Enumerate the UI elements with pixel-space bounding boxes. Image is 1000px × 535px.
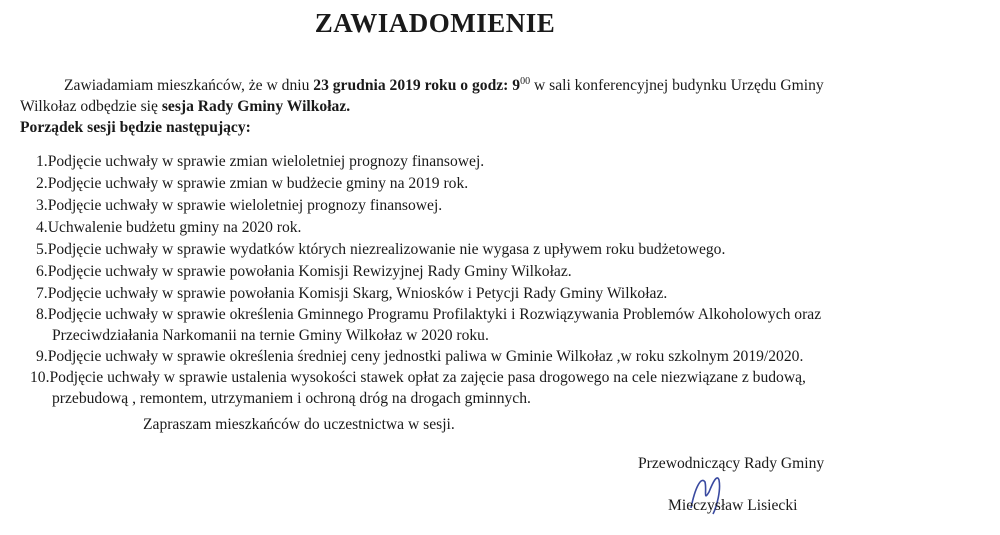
agenda-item: 1.Podjęcie uchwały w sprawie zmian wieloletniej prognozy finansowej.: [36, 153, 485, 170]
document-title: ZAWIADOMIENIE: [314, 8, 556, 38]
agenda-item: 6.Podjęcie uchwały w sprawie powołania Komisji Rewizyjnej Rady Gminy Wilkołaz.: [36, 263, 572, 280]
agenda-item: 7.Podjęcie uchwały w sprawie powołania Komisji Skarg, Wniosków i Petycji Rady Gminy Wilkołaz.: [36, 285, 668, 302]
intro-line-1: [64, 77, 824, 95]
agenda-item: 9.Podjęcie uchwały w sprawie określenia średniej ceny jednostki paliwa w Gminie Wilkołaz ,w roku szkolnym 2019/2020.: [36, 348, 804, 365]
session-name: sesja Rady Gminy Wilkołaz.: [161, 98, 351, 115]
closing-text: Zapraszam mieszkańców do uczestnictwa w sesji.: [143, 416, 455, 433]
agenda-item: 8.Podjęcie uchwały w sprawie określenia Gminnego Programu Profilaktyki i Rozwiązywania Problemów Alkoholowych oraz: [36, 306, 822, 323]
intro-text: Zawiadamiam mieszkańców, że w dniu: [64, 77, 314, 94]
session-date: 23 grudnia 2019 roku o godz: 9: [313, 77, 521, 94]
agenda-item: 10.Podjęcie uchwały w sprawie ustalenia wysokości stawek opłat za zajęcie pasa drogowego na cele niezwiązane z budową,: [30, 369, 806, 386]
signature-name: Mieczysław Lisiecki: [668, 497, 798, 514]
agenda-item-continuation: przebudową , remontem, utrzymaniem i ochroną dróg na drogach gminnych.: [52, 390, 531, 407]
intro-text: w sali konferencyjnej budynku Urzędu Gminy: [530, 77, 824, 94]
session-hour-minutes: 00: [520, 75, 531, 87]
agenda-item: 4.Uchwalenie budżetu gminy na 2020 rok.: [36, 219, 302, 236]
agenda-heading: Porządek sesji będzie następujący:: [20, 119, 251, 136]
agenda-item: 2.Podjęcie uchwały w sprawie zmian w budżecie gminy na 2019 rok.: [36, 175, 469, 192]
agenda-item: 3.Podjęcie uchwały w sprawie wieloletniej prognozy finansowej.: [36, 197, 443, 214]
agenda-item-continuation: Przeciwdziałania Narkomanii na ternie Gminy Wilkołaz w 2020 roku.: [52, 327, 489, 344]
signature-role: Przewodniczący Rady Gminy: [638, 455, 825, 472]
agenda-item: 5.Podjęcie uchwały w sprawie wydatków których niezrealizowanie nie wygasa z upływem roku budżetowego.: [36, 241, 726, 258]
intro-text: Wilkołaz odbędzie się: [20, 98, 162, 115]
intro-line-2: [20, 98, 350, 116]
